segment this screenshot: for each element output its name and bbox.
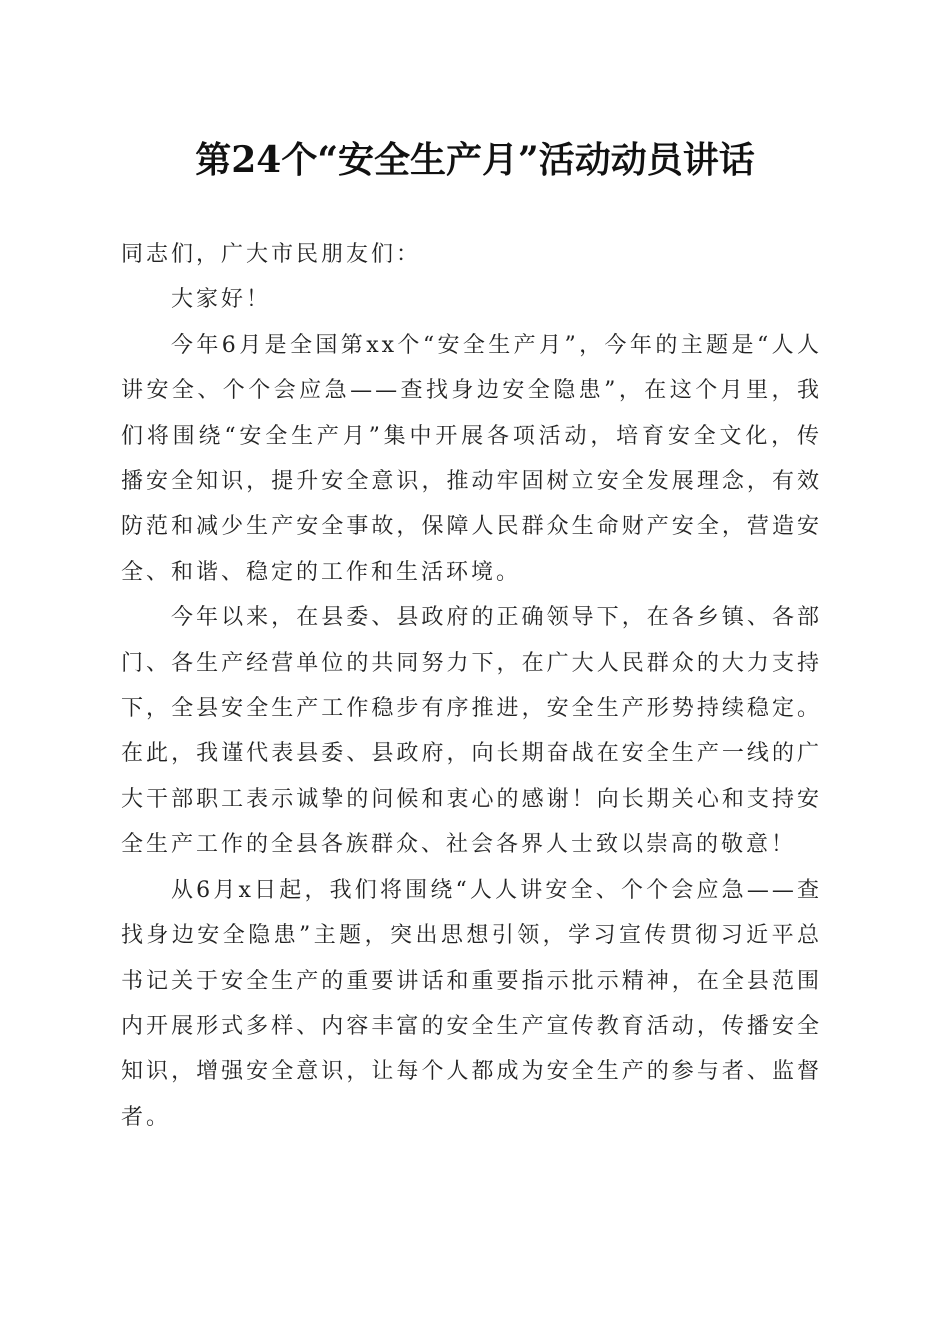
paragraph-progress: 今年以来，在县委、县政府的正确领导下，在各乡镇、各部门、各生产经营单位的共同努力下，在广大人民群众的大力支持下，全县安全生产工作稳步有序推进，安全生产形势持续稳定。在此，我谨代表县委、县政府，向长期奋战在安全生产一线的广大干部职工表示诚挚的问候和衷心的感谢！向长期关心和支持安全生产工作的全县各族群众、社会各界人士致以崇高的敬意！: [121, 605, 822, 858]
paragraph-theme: 今年6月是全国第xx个“安全生产月”，今年的主题是“人人讲安全、个个会应急——查找身边安全隐患”，在这个月里，我们将围绕“安全生产月”集中开展各项活动，培育安全文化，传播安全知识，提升安全意识，推动牢固树立安全发展理念，有效防范和减少生产安全事故，保障人民群众生命财产安全，营造安全、和谐、稳定的工作和生活环境。: [121, 332, 822, 585]
document-body: [121, 232, 822, 1140]
salutation: 同志们，广大市民朋友们：: [121, 242, 422, 267]
document-title: 第24个“安全生产月”活动动员讲话: [195, 139, 755, 181]
paragraph-activities: 从6月x日起，我们将围绕“人人讲安全、个个会应急——查找身边安全隐患”主题，突出思想引领，学习宣传贯彻习近平总书记关于安全生产的重要讲话和重要指示批示精神，在全县范围内开展形式多样、内容丰富的安全生产宣传教育活动，传播安全知识，增强安全意识，让每个人都成为安全生产的参与者、监督者。: [121, 877, 822, 1130]
paragraph-greeting: 大家好！: [171, 287, 272, 313]
